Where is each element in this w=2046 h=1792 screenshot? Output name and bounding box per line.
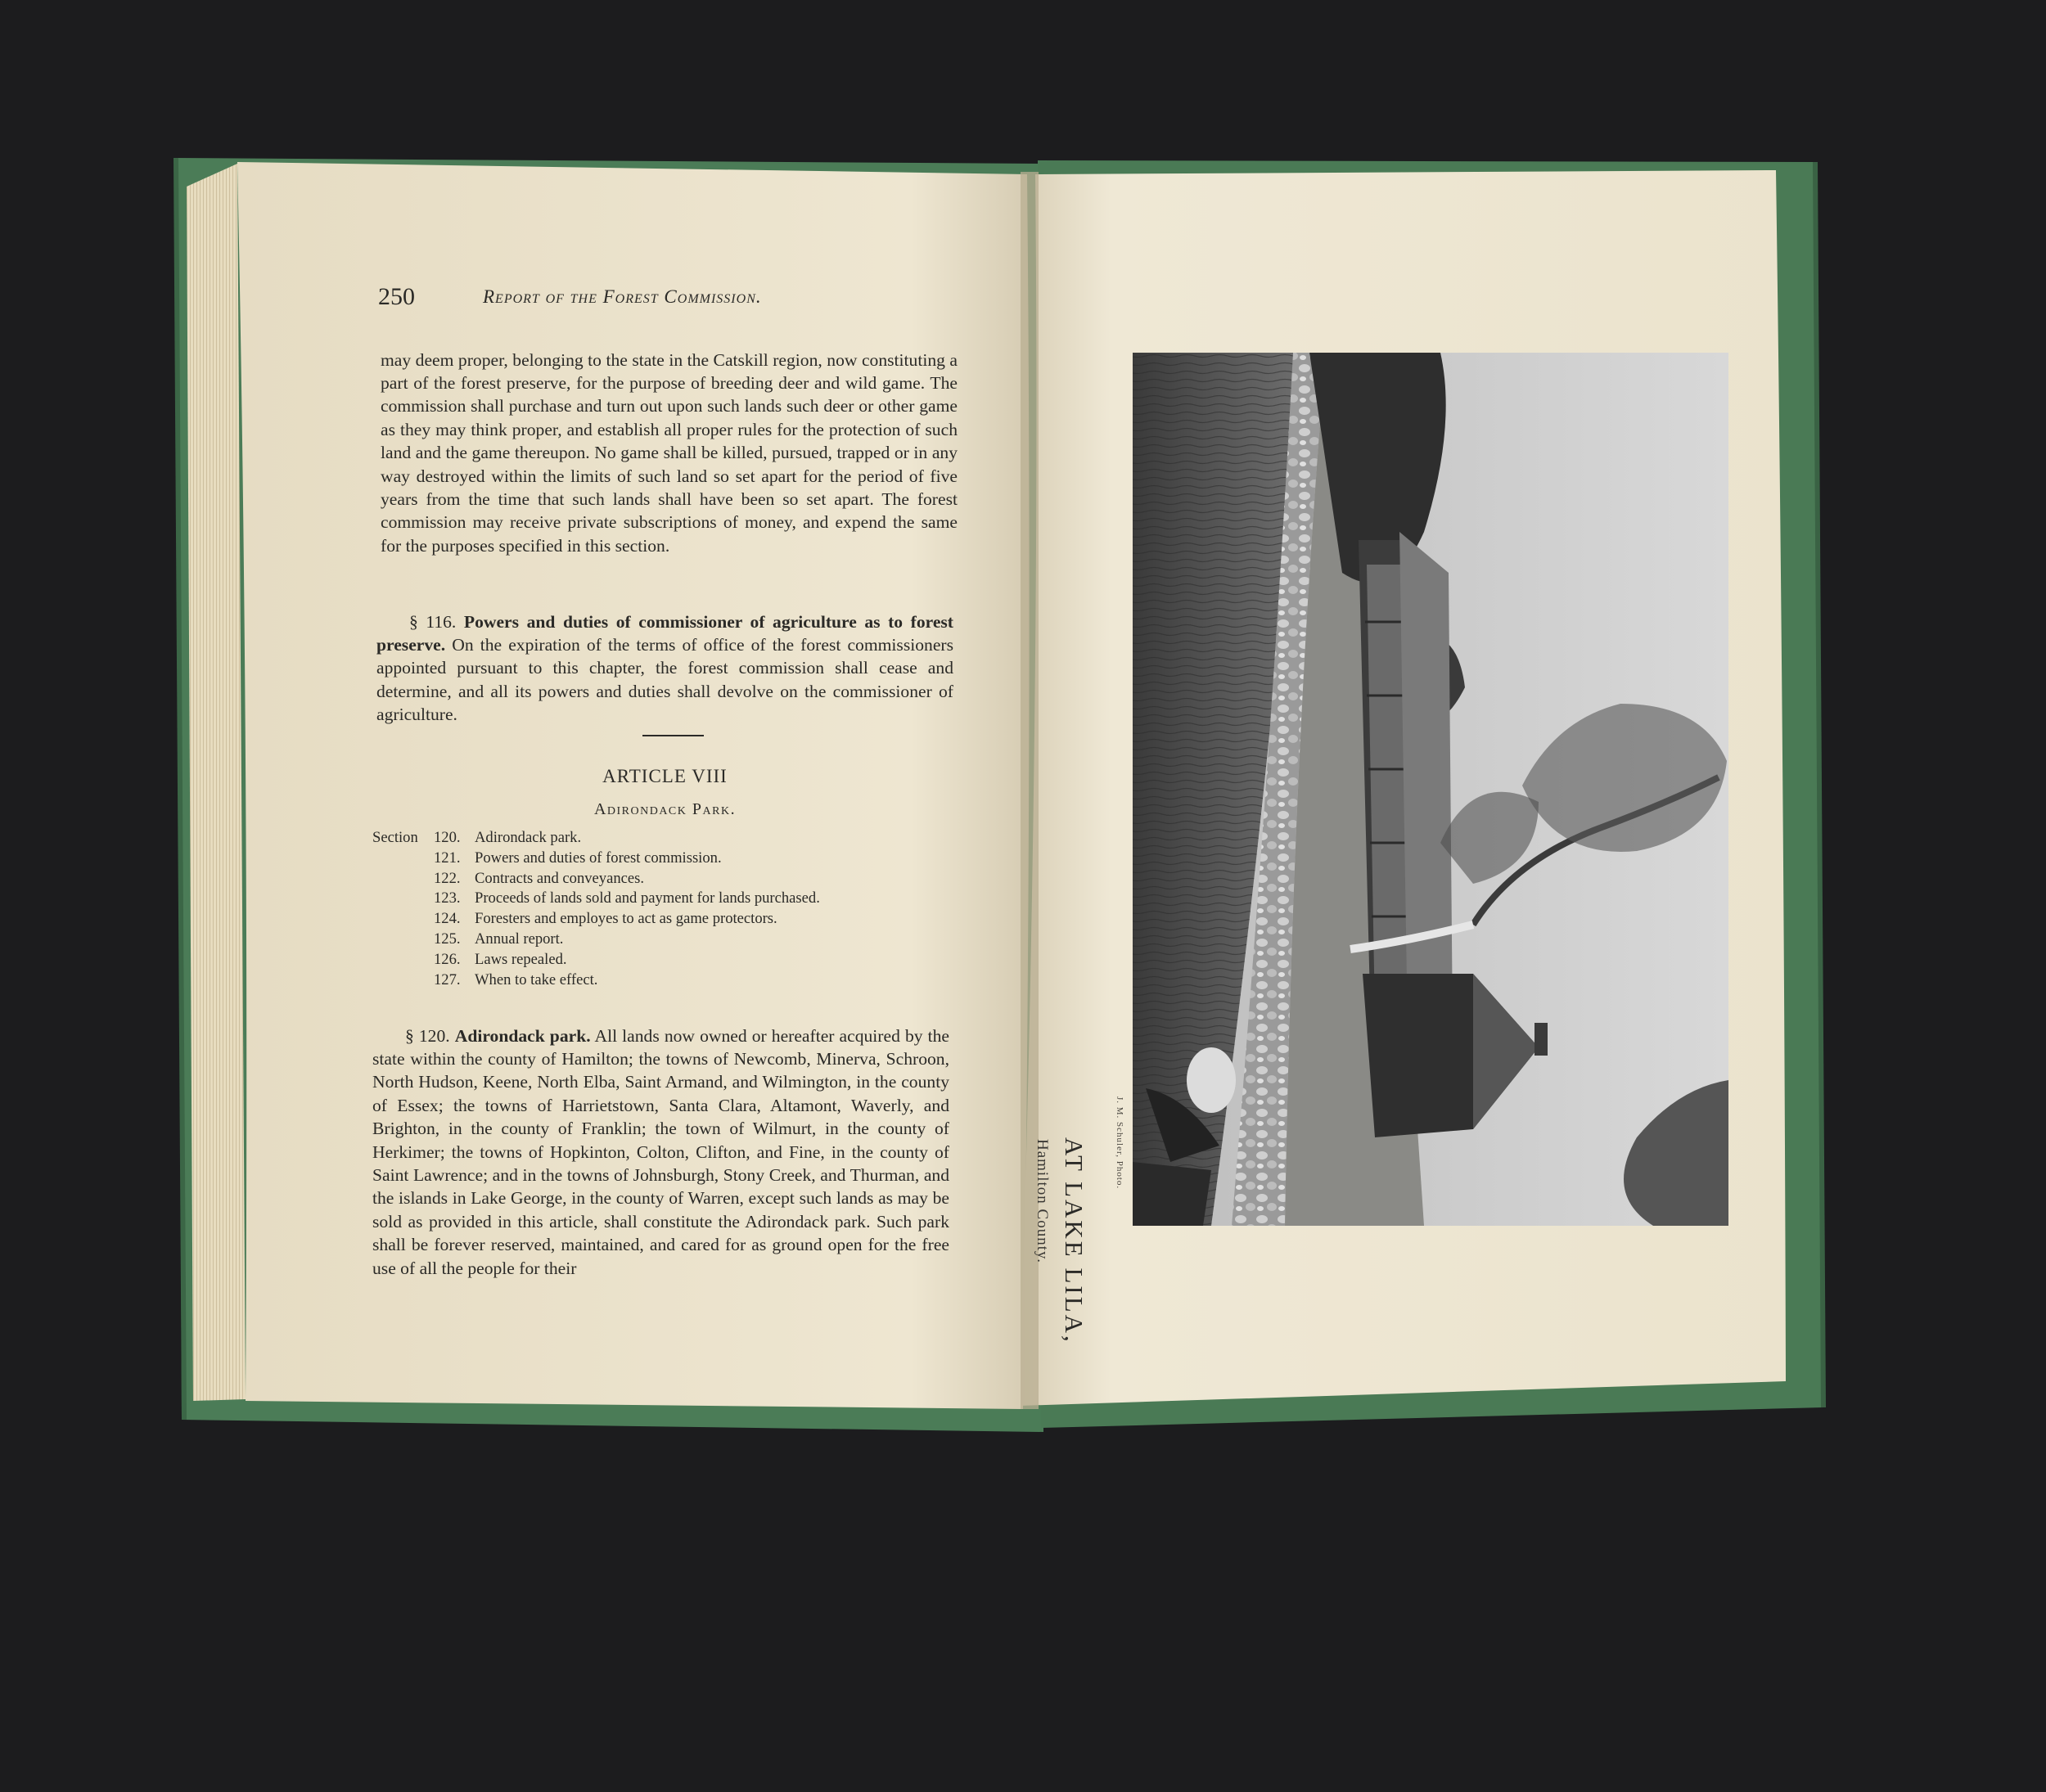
toc-entry: [372, 869, 962, 889]
section-120-heading: Adirondack park.: [454, 1025, 591, 1046]
toc-title: Foresters and employes to act as game protectors.: [475, 910, 777, 928]
section-116: [376, 610, 953, 727]
toc-prefix: [372, 930, 434, 950]
toc-number: 127.: [434, 970, 461, 988]
toc-number: 124.: [434, 910, 461, 928]
toc-title: Adirondack park.: [475, 829, 582, 846]
toc-entry: [372, 828, 962, 849]
toc-title: Annual report.: [475, 930, 564, 948]
toc-prefix: [372, 889, 434, 909]
page-number: 250: [378, 283, 415, 310]
section-120-text: All lands now owned or hereafter acquired by the state within the county of Hamilton; the towns of Newcomb, Minerva, Schroon, North Hudson, Keene, North Elba, Saint Armand, and Wilmington, in the county of Essex; the towns of Harrietstown, Santa Clara, Altamont, Waverly, and Brighton, in the county of Franklin; the town of Wilmurt, in the county of Herkimer; the towns of Hopkinton, Colton, Clifton, and Fine, in the county of Saint Lawrence; and in the towns of Johnsburgh, Stony Creek, and Thurman, and the islands in Lake George, in the county of Warren, except such lands as may be sold as provided in this article, shall constitute the Adirondack park. Such park shall be forever reserved, maintained, and cared for as ground open for the free use of all the people for their: [372, 1025, 949, 1278]
toc-prefix: [372, 950, 434, 970]
plate-caption: [1015, 1137, 1088, 1792]
photo-credit: J. M. Schuler, Photo.: [1115, 1096, 1124, 1190]
toc-number: 122.: [434, 869, 461, 887]
paragraph-continuation: may deem proper, belonging to the state in the Catskill region, now constituting a part of the forest preserve, for the purpose of breeding deer and wild game. The commission shall purchase and turn out upon such lands such deer or other game as they may think proper, and establish all proper rules for the protection of such land and the game thereupon. No game shall be killed, pursued, trapped or in any way destroyed within the limits of such land so set apart for the period of five years from the time that such lands shall have been so set apart. The forest commission may receive private subscriptions of money, and expend the same for the purposes specified in this section.: [381, 349, 958, 556]
section-contents-list: [372, 828, 962, 990]
toc-title: When to take effect.: [475, 970, 598, 988]
toc-entry: [372, 889, 962, 909]
toc-number: 126.: [434, 950, 461, 968]
toc-number: 121.: [434, 849, 461, 867]
page-edges: [187, 164, 246, 1401]
toc-number: 120.: [434, 829, 461, 846]
page-header: [378, 283, 951, 316]
toc-title: Contracts and conveyances.: [475, 869, 645, 887]
section-120-mark: § 120.: [405, 1025, 450, 1046]
toc-entry: [372, 849, 962, 869]
toc-prefix: [372, 849, 434, 869]
toc-number: 123.: [434, 889, 461, 907]
section-116-text: On the expiration of the terms of office of the forest commissioners appointed pursuant to this chapter, the forest commission shall cease and determine, and all its powers and duties shall devolve on the commissioner of agriculture.: [376, 635, 954, 725]
toc-entry: [372, 950, 962, 970]
toc-entry: [372, 909, 962, 930]
plate-title: AT LAKE LILA,: [1060, 1137, 1088, 1344]
toc-title: Powers and duties of forest commission.: [475, 849, 722, 867]
toc-prefix: [372, 869, 434, 889]
plate-subtitle: Hamilton County.: [1034, 1139, 1051, 1263]
article-subtitle: Adirondack Park.: [593, 800, 737, 818]
toc-entry: [372, 930, 962, 950]
plate-photograph: [1133, 353, 1728, 1226]
toc-entry: [372, 970, 962, 991]
section-120: [372, 1024, 949, 1280]
article-title: ARTICLE VIII: [602, 766, 728, 786]
toc-prefix: Section: [372, 829, 418, 846]
toc-prefix: [372, 970, 434, 991]
toc-title: Proceeds of lands sold and payment for lands purchased.: [475, 889, 820, 907]
toc-prefix: [372, 909, 434, 930]
section-116-heading: Powers and duties of commissioner of agriculture as to forest preserve.: [376, 611, 953, 655]
toc-number: 125.: [434, 930, 461, 948]
running-head: Report of the Forest Commission.: [483, 286, 762, 307]
section-116-mark: § 116.: [409, 611, 457, 632]
toc-title: Laws repealed.: [475, 950, 567, 968]
